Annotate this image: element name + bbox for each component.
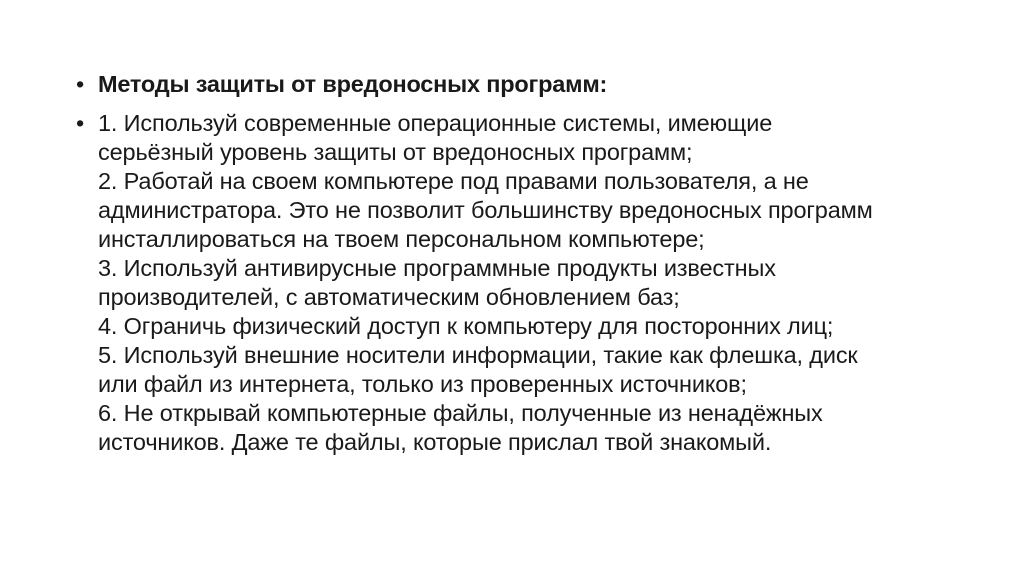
- rule-line: 6. Не открывай компьютерные файлы, полученные из ненадёжных: [98, 400, 823, 426]
- rule-line: производителей, с автоматическим обновлением баз;: [98, 284, 680, 310]
- rule-line: или файл из интернета, только из проверенных источников;: [98, 371, 747, 397]
- rule-line: 4. Ограничь физический доступ к компьютеру для посторонних лиц;: [98, 313, 834, 339]
- rule-line: инсталлироваться на твоем персональном компьютере;: [98, 226, 705, 252]
- bullet-marker: •: [76, 71, 85, 97]
- rule-line: серьёзный уровень защиты от вредоносных программ;: [98, 139, 693, 165]
- slide-heading: Методы защиты от вредоносных программ:: [98, 71, 608, 97]
- rule-line: 2. Работай на своем компьютере под правами пользователя, а не: [98, 168, 809, 194]
- rule-line: 3. Используй антивирусные программные продукты известных: [98, 255, 776, 281]
- rule-line: источников. Даже те файлы, которые прислал твой знакомый.: [98, 429, 772, 455]
- rule-line: администратора. Это не позволит большинству вредоносных программ: [98, 197, 873, 223]
- bullet-list: [76, 70, 976, 457]
- rule-line: 5. Используй внешние носители информации, такие как флешка, диск: [98, 342, 858, 368]
- bullet-marker: •: [76, 110, 85, 136]
- rules-bullet: [76, 109, 976, 457]
- rule-line: 1. Используй современные операционные системы, имеющие: [98, 110, 773, 136]
- heading-bullet: [76, 70, 976, 99]
